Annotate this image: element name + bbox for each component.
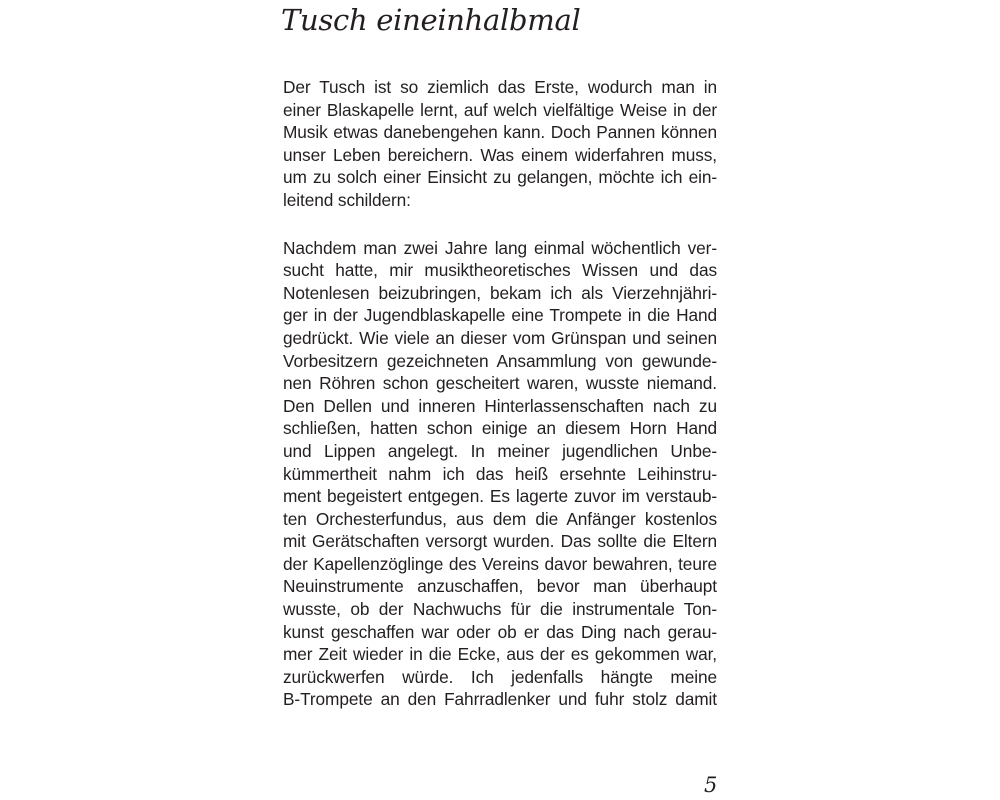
text-line: ger in der Jugendblaskapelle eine Trompete in die Hand xyxy=(283,305,717,326)
body-text xyxy=(283,76,717,736)
text-line: mer Zeit wieder in die Ecke, aus der es gekommen war, xyxy=(283,644,717,665)
paragraph xyxy=(283,76,717,212)
text-line: Neuinstrumente anzuschaffen, bevor man überhaupt xyxy=(283,576,717,597)
text-line: sucht hatte, mir musiktheoretisches Wissen und das xyxy=(283,260,717,281)
text-line: und Lippen angelegt. In meiner jugendlichen Unbe- xyxy=(283,440,717,461)
text-line: Vorbesitzern gezeichneten Ansammlung von gewunde- xyxy=(283,350,717,371)
text-line: Notenlesen beizubringen, bekam ich als Vierzehnjähri- xyxy=(283,282,717,303)
text-line: Der Tusch ist so ziemlich das Erste, wodurch man in xyxy=(283,77,717,97)
text-line: Den Dellen und inneren Hinterlassenschaften nach zu xyxy=(283,395,717,416)
text-line: der Kapellenzöglinge des Vereins davor bewahren, teure xyxy=(283,553,717,574)
text-line: gedrückt. Wie viele an dieser vom Grünspan und seinen xyxy=(283,327,717,348)
text-line: nen Röhren schon gescheitert waren, wusste niemand. xyxy=(283,373,717,394)
text-line: ten Orchesterfundus, aus dem die Anfänger kostenlos xyxy=(283,508,717,529)
text-line: Nachdem man zwei Jahre lang einmal wöchentlich ver- xyxy=(283,237,717,258)
page-number: 5 xyxy=(704,773,718,797)
text-line: um zu solch einer Einsicht zu gelangen, möchte ich ein- xyxy=(283,167,717,188)
text-line: unser Leben bereichern. Was einem widerfahren muss, xyxy=(283,144,717,165)
text-line: leitend schildern: xyxy=(283,189,411,210)
text-line: wusste, ob der Nachwuchs für die instrumentale Ton- xyxy=(283,599,717,620)
text-line: B-Trompete an den Fahrradlenker und fuhr stolz damit xyxy=(283,689,717,710)
text-line: zurückwerfen würde. Ich jedenfalls hängte meine xyxy=(283,666,717,687)
text-line: mit Gerätschaften versorgt wurden. Das sollte die Eltern xyxy=(283,531,717,552)
text-line: ment begeistert entgegen. Es lagerte zuvor im verstaub- xyxy=(283,486,717,507)
text-line: einer Blaskapelle lernt, auf welch vielfältige Weise in der xyxy=(283,99,717,120)
text-line: Musik etwas danebengehen kann. Doch Pannen können xyxy=(283,122,717,143)
chapter-title: Tusch eineinhalbmal xyxy=(281,3,581,37)
text-line: schließen, hatten schon einige an diesem Horn Hand xyxy=(283,418,717,439)
paragraph xyxy=(283,237,717,711)
text-line: kunst geschaffen war oder ob er das Ding nach gerau- xyxy=(283,621,717,642)
text-line: kümmertheit nahm ich das heiß ersehnte Leihinstru- xyxy=(283,463,717,484)
